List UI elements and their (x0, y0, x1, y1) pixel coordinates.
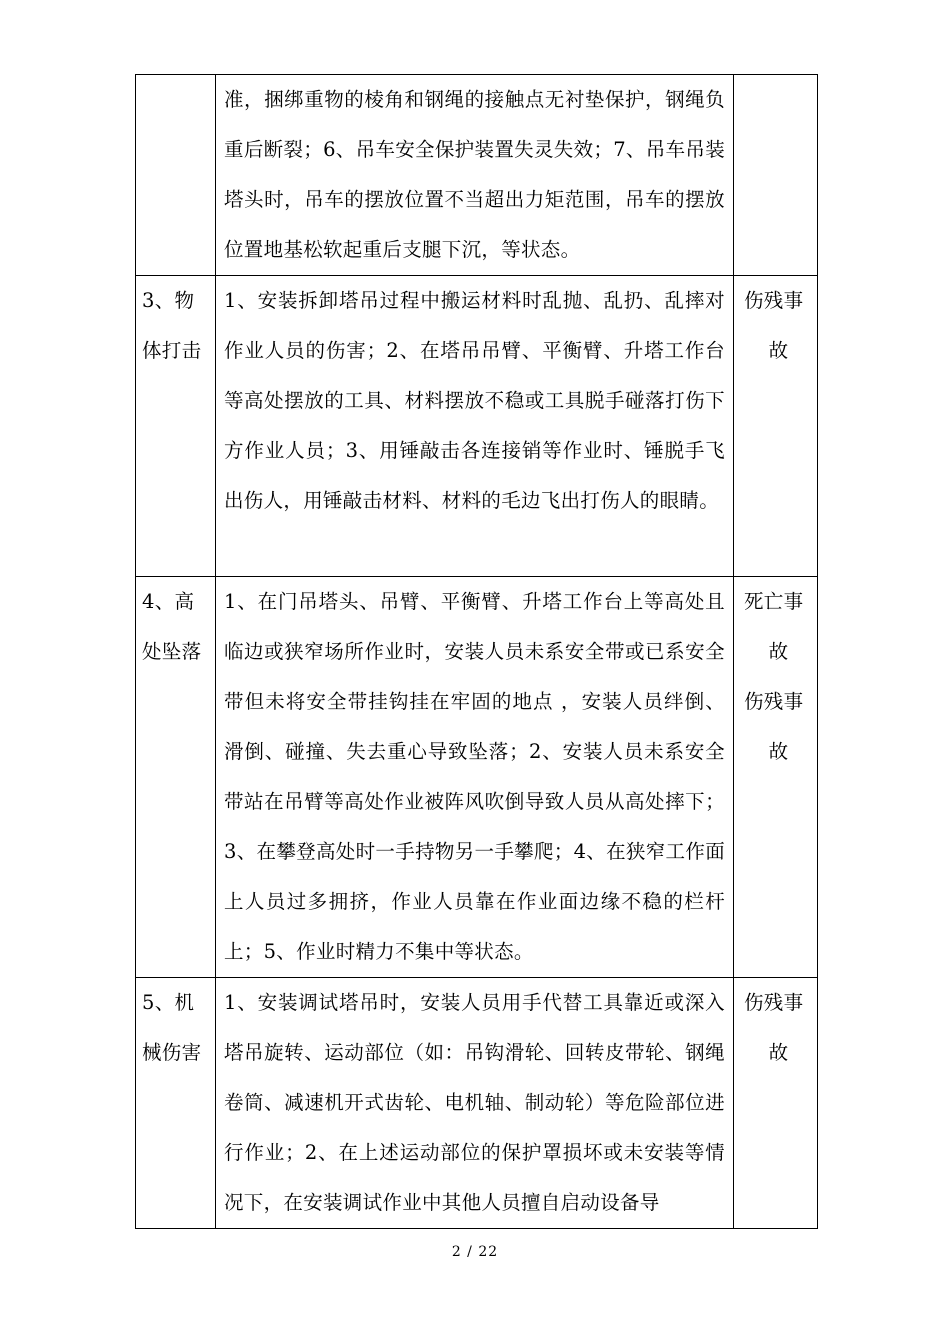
consequence-text: 伤残事 (744, 690, 804, 713)
consequence-text: 故 (768, 740, 789, 763)
page-number: 2 / 22 (451, 1244, 499, 1260)
consequence-cell (734, 75, 818, 276)
hazard-type-cell (136, 276, 216, 577)
hazard-description-cell (216, 276, 734, 577)
hazard-type-text: 4、高处坠落 (142, 590, 202, 663)
hazard-description-text: 1、安装拆卸塔吊过程中搬运材料时乱抛、乱扔、乱摔对作业人员的伤害；2、在塔吊吊臂、平衡臂、升塔工作台等高处摆放的工具、材料摆放不稳或工具脱手碰落打伤下方作业人员；3、用锤敲击各连接销等作业时、锤脱手飞出伤人，用锤敲击材料、材料的毛边飞出打伤人的眼睛。 (224, 289, 725, 512)
hazard-description-text: 1、安装调试塔吊时，安装人员用手代替工具靠近或深入塔吊旋转、运动部位（如：吊钩滑轮、回转皮带轮、钢绳卷筒、减速机开式齿轮、电机轴、制动轮）等危险部位进行作业；2、在上述运动部位的保护罩损坏或未安装等情况下，在安装调试作业中其他人员擅自启动设备导 (224, 991, 725, 1214)
hazard-type-cell (136, 577, 216, 978)
consequence-cell (734, 577, 818, 978)
consequence-text: 死亡事 (744, 590, 804, 613)
table-row (136, 978, 818, 1229)
consequence-text: 故 (768, 339, 789, 362)
consequence-text: 伤残事 (744, 991, 804, 1014)
hazard-description-cell (216, 75, 734, 276)
consequence-text: 伤残事 (744, 289, 804, 312)
hazard-type-text: 5、机械伤害 (142, 991, 202, 1064)
table-row (136, 577, 818, 978)
consequence-text: 故 (768, 1041, 789, 1064)
table-row (136, 75, 818, 276)
consequence-text: 故 (768, 640, 789, 663)
hazard-description-text: 1、在门吊塔头、吊臂、平衡臂、升塔工作台上等高处且临边或狭窄场所作业时，安装人员未系安全带或已系安全带但未将安全带挂钩挂在牢固的地点 ，安装人员绊倒、滑倒、碰撞、失去重心导致坠落；2、安装人员未系安全带站在吊臂等高处作业被阵风吹倒导致人员从高处摔下；3、在攀登高处时一手持物另一手攀爬；4、在狭窄工作面上人员过多拥挤，作业人员靠在作业面边缘不稳的栏杆上；5、作业时精力不集中等状态。 (224, 590, 725, 963)
consequence-cell (734, 276, 818, 577)
table-row (136, 276, 818, 577)
hazard-type-cell (136, 75, 216, 276)
hazard-type-text: 3、物体打击 (142, 289, 202, 362)
hazard-description-text: 准，捆绑重物的棱角和钢绳的接触点无衬垫保护，钢绳负重后断裂；6、吊车安全保护装置失灵失效；7、吊车吊装塔头时，吊车的摆放位置不当超出力矩范围，吊车的摆放位置地基松软起重后支腿下沉，等状态。 (224, 88, 725, 261)
hazard-table (135, 74, 818, 1229)
hazard-description-cell (216, 577, 734, 978)
hazard-description-cell (216, 978, 734, 1229)
consequence-cell (734, 978, 818, 1229)
hazard-type-cell (136, 978, 216, 1229)
